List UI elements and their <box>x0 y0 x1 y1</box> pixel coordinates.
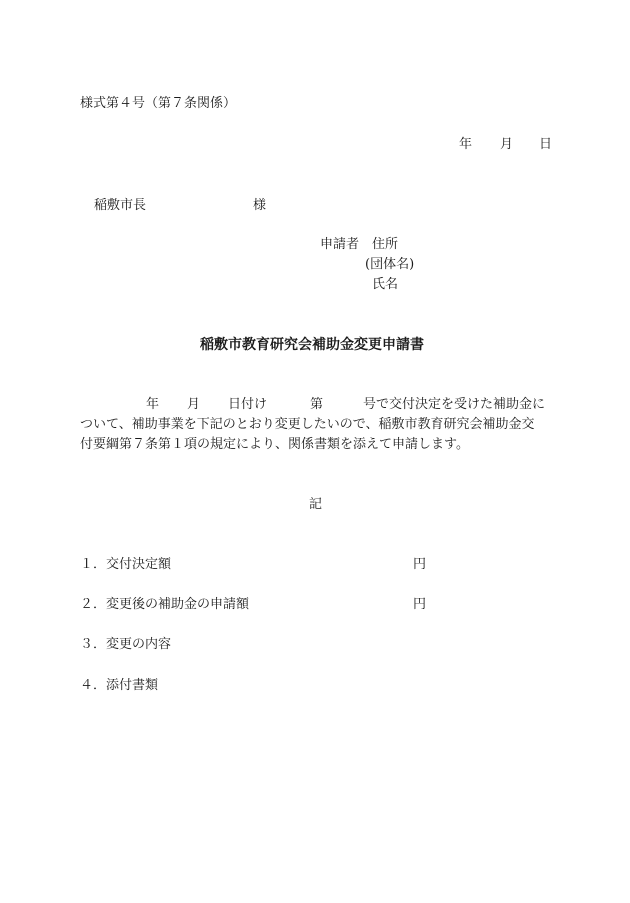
list-item <box>80 598 249 611</box>
item-number: ３． <box>80 637 107 652</box>
form-label: 様式第４号（第７条関係） <box>80 96 237 111</box>
item-number: ４． <box>80 678 107 693</box>
date-month: 月 <box>500 137 514 152</box>
ki-heading: 記 <box>309 497 323 512</box>
item-label: 添付書類 <box>106 678 159 693</box>
item-number: ２． <box>80 597 107 612</box>
body-line2: ついて、補助事業を下記のとおり変更したいので、稲敷市教育研究会補助金交 <box>80 417 535 432</box>
body-year: 年 <box>146 397 160 412</box>
item-label: 変更後の補助金の申請額 <box>106 597 250 612</box>
list-item <box>80 679 158 692</box>
addressee-name: 稲敷市長 <box>94 198 147 213</box>
body-rest-line1: 号で交付決定を受けた補助金に <box>363 397 546 412</box>
body-no: 第 <box>310 397 324 412</box>
applicant-group: (団体名) <box>365 257 415 272</box>
body-line3: 付要綱第７条第１項の規定により、関係書類を添えて申請します。 <box>80 437 469 452</box>
list-item <box>80 558 171 571</box>
item-unit: 円 <box>413 557 427 572</box>
document-title: 稲敷市教育研究会補助金変更申請書 <box>200 337 424 353</box>
body-dated: 日付け <box>228 397 268 412</box>
item-label: 交付決定額 <box>106 557 172 572</box>
addressee-honorific: 様 <box>253 198 267 213</box>
list-item <box>80 638 171 651</box>
date-day: 日 <box>539 137 553 152</box>
item-number: １． <box>80 557 107 572</box>
applicant-label: 申請者 <box>320 237 360 252</box>
applicant-address: 住所 <box>372 237 399 252</box>
body-month: 月 <box>187 397 201 412</box>
applicant-name: 氏名 <box>372 277 399 292</box>
item-unit: 円 <box>413 597 427 612</box>
date-year: 年 <box>459 137 473 152</box>
item-label: 変更の内容 <box>106 637 172 652</box>
